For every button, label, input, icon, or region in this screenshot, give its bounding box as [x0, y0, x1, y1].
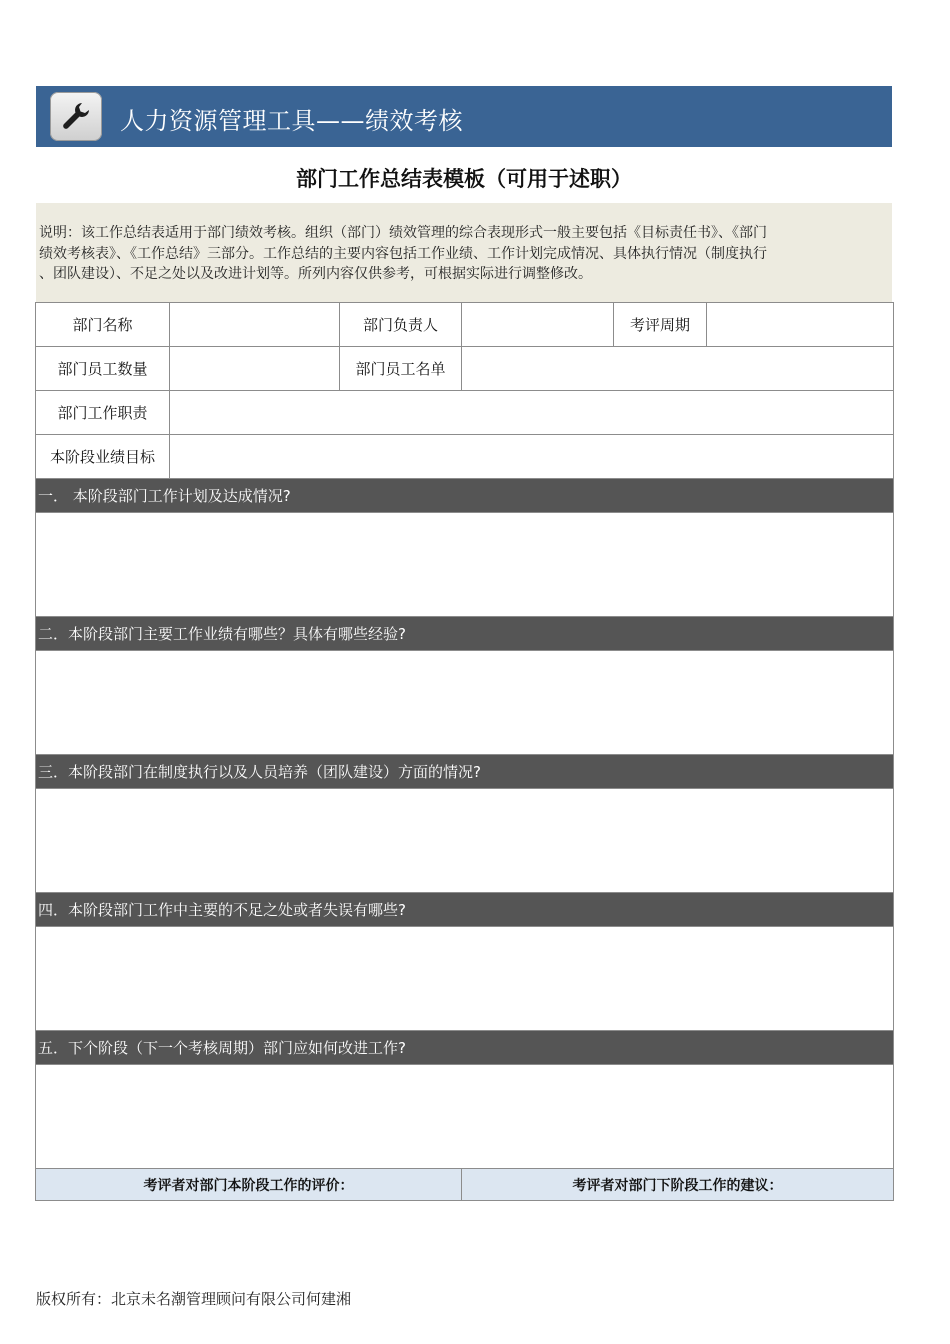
info-row: [36, 303, 894, 347]
evaluation-label: 考评者对部门本阶段工作的评价：: [36, 1169, 462, 1201]
section-3-content[interactable]: [36, 789, 894, 893]
section-5-content[interactable]: [36, 1065, 894, 1169]
section-5-header: 五．下个阶段（下一个考核周期）部门应如何改进工作?: [36, 1031, 894, 1065]
goals-field[interactable]: [170, 435, 894, 479]
summary-form: [35, 302, 894, 1201]
section-content-row: [36, 513, 894, 617]
staff-count-field[interactable]: [170, 347, 340, 391]
section-3-header: 三．本阶段部门在制度执行以及人员培养（团队建设）方面的情况?: [36, 755, 894, 789]
suggestion-label: 考评者对部门下阶段工作的建议：: [462, 1169, 894, 1201]
header-banner: [36, 86, 892, 147]
info-row: [36, 435, 894, 479]
info-row: [36, 347, 894, 391]
dept-name-label: 部门名称: [36, 303, 170, 347]
note-line: 、团队建设）、不足之处以及改进计划等。所列内容仅供参考，可根据实际进行调整修改。: [39, 266, 592, 282]
copyright-text: 版权所有：北京未名潮管理顾问有限公司何建湘: [36, 1290, 352, 1308]
section-header-row: [36, 755, 894, 789]
dept-head-field[interactable]: [462, 303, 614, 347]
section-1-content[interactable]: [36, 513, 894, 617]
section-header-row: [36, 479, 894, 513]
section-content-row: [36, 1065, 894, 1169]
section-header-row: [36, 617, 894, 651]
section-header-row: [36, 1031, 894, 1065]
section-2-content[interactable]: [36, 651, 894, 755]
duties-label: 部门工作职责: [36, 391, 170, 435]
staff-list-field[interactable]: [462, 347, 894, 391]
goals-label: 本阶段业绩目标: [36, 435, 170, 479]
duties-field[interactable]: [170, 391, 894, 435]
review-period-label: 考评周期: [614, 303, 707, 347]
section-1-header: 一． 本阶段部门工作计划及达成情况?: [36, 479, 894, 513]
staff-count-label: 部门员工数量: [36, 347, 170, 391]
app-title: 人力资源管理工具——绩效考核: [120, 107, 463, 135]
section-4-content[interactable]: [36, 927, 894, 1031]
dept-name-field[interactable]: [170, 303, 340, 347]
footer-row: [36, 1169, 894, 1201]
wrench-icon: [50, 92, 102, 141]
instructions-note: [36, 203, 892, 302]
section-content-row: [36, 927, 894, 1031]
dept-head-label: 部门负责人: [340, 303, 462, 347]
info-row: [36, 391, 894, 435]
review-period-field[interactable]: [707, 303, 894, 347]
section-4-header: 四．本阶段部门工作中主要的不足之处或者失误有哪些?: [36, 893, 894, 927]
section-content-row: [36, 789, 894, 893]
staff-list-label: 部门员工名单: [340, 347, 462, 391]
section-2-header: 二．本阶段部门主要工作业绩有哪些？具体有哪些经验?: [36, 617, 894, 651]
section-content-row: [36, 651, 894, 755]
section-header-row: [36, 893, 894, 927]
note-line: 说明：该工作总结表适用于部门绩效考核。组织（部门）绩效管理的综合表现形式一般主要包括《目标责任书》、《部门: [39, 225, 767, 241]
document-title: 部门工作总结表模板（可用于述职）: [296, 167, 632, 191]
note-line: 绩效考核表》、《工作总结》三部分。工作总结的主要内容包括工作业绩、工作计划完成情况、具体执行情况（制度执行: [39, 245, 767, 262]
